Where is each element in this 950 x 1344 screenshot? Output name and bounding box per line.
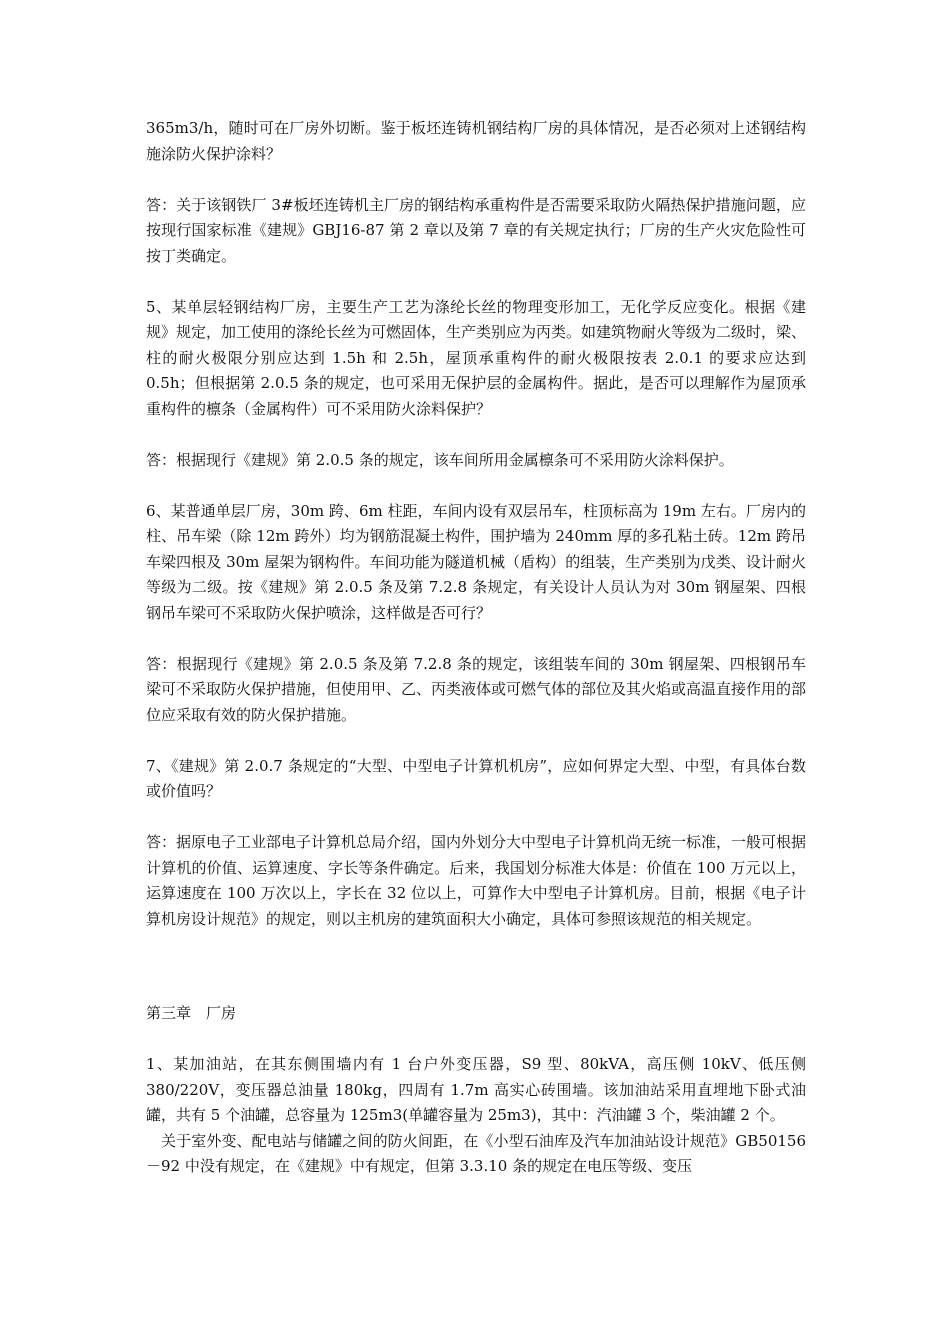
paragraph-chapter3-question-1: 1、某加油站，在其东侧围墙内有 1 台户外变压器，S9 型、80kVA，高压侧 10kV、低压侧 380/220V，变压器总油量 180kg，四周有 1.7m 高实心砖围墙。该加油站采用直埋地下卧式油罐，共有 5 个油罐，总容量为 125m3(单罐容量为 25m3)，其中：汽油罐 3 个，柴油罐 2 个。 [146,1055,806,1124]
paragraph-question-6: 6、某普通单层厂房，30m 跨、6m 柱距，车间内设有双层吊车，柱顶标高为 19m 左右。厂房内的柱、吊车梁（除 12m 跨外）均为钢筋混凝土构件，围护墙为 240mm 厚的多孔粘土砖。12m 跨吊车梁四根及 30m 屋架为钢构件。车间功能为隧道机械（盾构）的组装，生产类别为戊类、设计耐火等级为二级。按《建规》第 2.0.5 条及第 7.2.8 条规定，有关设计人员认为对 30m 钢屋架、四根钢吊车梁可不采取防火保护喷涂，这样做是否可行？ [146,501,806,622]
paragraph-question-continued: 365m3/h，随时可在厂房外切断。鉴于板坯连铸机钢结构厂房的具体情况，是否必须对上述钢结构施涂防火保护涂料？ [146,119,806,163]
paragraph-question-7: 7、《建规》第 2.0.7 条规定的“大型、中型电子计算机机房”，应如何界定大型、中型，有具体台数或价值吗？ [146,756,806,800]
paragraph-answer-7: 答：据原电子工业部电子计算机总局介绍，国内外划分大中型电子计算机尚无统一标准，一般可根据计算机的价值、运算速度、字长等条件确定。后来，我国划分标准大体是：价值在 100 万元以上，运算速度在 100 万次以上，字长在 32 位以上，可算作大中型电子计算机房。目前，根据《电子计算机房设计规范》的规定，则以主机房的建筑面积大小确定，具体可参照该规范的相关规定。 [146,833,807,928]
document-page [146,116,806,1180]
paragraph-chapter3-continued: 关于室外变、配电站与储罐之间的防火间距，在《小型石油库及汽车加油站设计规范》GB50156－92 中没有规定，在《建规》中有规定，但第 3.3.10 条的规定在电压等级、变压 [146,1131,806,1175]
paragraph-answer-4: 答：关于该钢铁厂 3#板坯连铸机主厂房的钢结构承重构件是否需要采取防火隔热保护措施问题，应按现行国家标准《建规》GBJ16-87 第 2 章以及第 7 章的有关规定执行；厂房的生产火灾危险性可按丁类确定。 [146,195,806,265]
chapter-heading: 第三章 厂房 [146,1004,237,1022]
paragraph-answer-5: 答：根据现行《建规》第 2.0.5 条的规定，该车间所用金属檩条可不采用防火涂料保护。 [146,450,734,469]
paragraph-question-5: 5、某单层轻钢结构厂房，主要生产工艺为涤纶长丝的物理变形加工，无化学反应变化。根据《建规》规定，加工使用的涤纶长丝为可燃固体，生产类别应为丙类。如建筑物耐火等级为二级时，梁、柱的耐火极限分别应达到 1.5h 和 2.5h，屋顶承重构件的耐火极限按表 2.0.1 的要求应达到 0.5h；但根据第 2.0.5 条的规定，也可采用无保护层的金属构件。据此，是否可以理解作为屋顶承重构件的檩条（金属构件）可不采用防火涂料保护？ [146,297,807,418]
paragraph-answer-6: 答：根据现行《建规》第 2.0.5 条及第 7.2.8 条的规定，该组装车间的 30m 钢屋架、四根钢吊车梁可不采取防火保护措施，但使用甲、乙、丙类液体或可燃气体的部位及其火焰或高温直接作用的部位应采取有效的防火保护措施。 [146,654,807,724]
